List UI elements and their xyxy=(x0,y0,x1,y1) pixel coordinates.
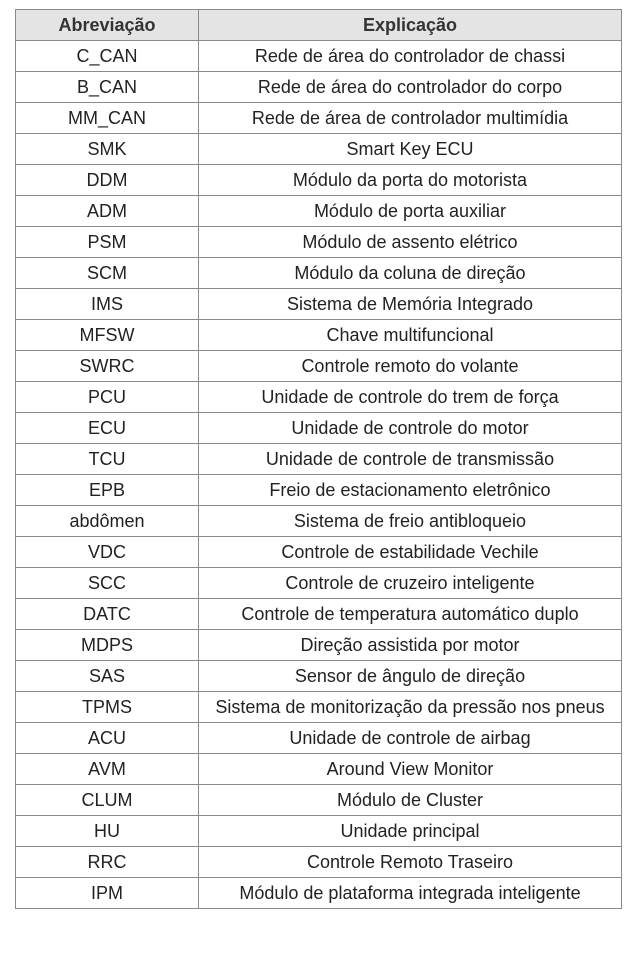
cell-abbreviation: SAS xyxy=(16,661,199,692)
table-row xyxy=(16,41,622,72)
cell-abbreviation: DDM xyxy=(16,165,199,196)
cell-abbreviation: IMS xyxy=(16,289,199,320)
cell-explanation: Controle de cruzeiro inteligente xyxy=(199,568,622,599)
cell-explanation: Around View Monitor xyxy=(199,754,622,785)
cell-abbreviation: PSM xyxy=(16,227,199,258)
cell-explanation: Unidade de controle de transmissão xyxy=(199,444,622,475)
cell-abbreviation: ACU xyxy=(16,723,199,754)
table-row xyxy=(16,816,622,847)
cell-explanation: Chave multifuncional xyxy=(199,320,622,351)
abbreviation-table xyxy=(15,9,622,909)
cell-abbreviation: RRC xyxy=(16,847,199,878)
cell-abbreviation: PCU xyxy=(16,382,199,413)
cell-explanation: Módulo de assento elétrico xyxy=(199,227,622,258)
table-row xyxy=(16,258,622,289)
header-explanation: Explicação xyxy=(199,10,622,41)
table-row xyxy=(16,506,622,537)
table-row xyxy=(16,847,622,878)
cell-abbreviation: DATC xyxy=(16,599,199,630)
cell-abbreviation: SCC xyxy=(16,568,199,599)
cell-abbreviation: SCM xyxy=(16,258,199,289)
cell-abbreviation: B_CAN xyxy=(16,72,199,103)
cell-abbreviation: MFSW xyxy=(16,320,199,351)
table-body xyxy=(16,41,622,909)
cell-explanation: Rede de área de controlador multimídia xyxy=(199,103,622,134)
table-row xyxy=(16,320,622,351)
table-row xyxy=(16,351,622,382)
cell-abbreviation: TPMS xyxy=(16,692,199,723)
cell-abbreviation: abdômen xyxy=(16,506,199,537)
table-row xyxy=(16,878,622,909)
cell-abbreviation: CLUM xyxy=(16,785,199,816)
table-row xyxy=(16,537,622,568)
cell-explanation: Controle de temperatura automático duplo xyxy=(199,599,622,630)
table-row xyxy=(16,196,622,227)
cell-abbreviation: EPB xyxy=(16,475,199,506)
cell-explanation: Unidade de controle de airbag xyxy=(199,723,622,754)
cell-abbreviation: AVM xyxy=(16,754,199,785)
cell-explanation: Sensor de ângulo de direção xyxy=(199,661,622,692)
cell-explanation: Smart Key ECU xyxy=(199,134,622,165)
cell-abbreviation: IPM xyxy=(16,878,199,909)
cell-explanation: Direção assistida por motor xyxy=(199,630,622,661)
cell-abbreviation: MM_CAN xyxy=(16,103,199,134)
cell-abbreviation: ECU xyxy=(16,413,199,444)
cell-explanation: Controle Remoto Traseiro xyxy=(199,847,622,878)
cell-explanation: Módulo da coluna de direção xyxy=(199,258,622,289)
cell-explanation: Módulo de plataforma integrada inteligente xyxy=(199,878,622,909)
cell-abbreviation: ADM xyxy=(16,196,199,227)
cell-explanation: Módulo de porta auxiliar xyxy=(199,196,622,227)
cell-explanation: Controle de estabilidade Vechile xyxy=(199,537,622,568)
table-row xyxy=(16,599,622,630)
table-row xyxy=(16,444,622,475)
cell-explanation: Sistema de Memória Integrado xyxy=(199,289,622,320)
cell-explanation: Sistema de monitorização da pressão nos pneus xyxy=(199,692,622,723)
table-row xyxy=(16,413,622,444)
cell-abbreviation: SMK xyxy=(16,134,199,165)
table-row xyxy=(16,785,622,816)
cell-explanation: Rede de área do controlador de chassi xyxy=(199,41,622,72)
table-row xyxy=(16,568,622,599)
cell-explanation: Controle remoto do volante xyxy=(199,351,622,382)
table-row xyxy=(16,103,622,134)
cell-explanation: Unidade de controle do trem de força xyxy=(199,382,622,413)
cell-abbreviation: VDC xyxy=(16,537,199,568)
table-header-row xyxy=(16,10,622,41)
cell-abbreviation: C_CAN xyxy=(16,41,199,72)
cell-abbreviation: HU xyxy=(16,816,199,847)
cell-explanation: Módulo de Cluster xyxy=(199,785,622,816)
table-row xyxy=(16,723,622,754)
table-row xyxy=(16,72,622,103)
table-row xyxy=(16,165,622,196)
cell-explanation: Módulo da porta do motorista xyxy=(199,165,622,196)
cell-explanation: Sistema de freio antibloqueio xyxy=(199,506,622,537)
cell-abbreviation: TCU xyxy=(16,444,199,475)
table-row xyxy=(16,382,622,413)
cell-explanation: Rede de área do controlador do corpo xyxy=(199,72,622,103)
cell-abbreviation: MDPS xyxy=(16,630,199,661)
table-row xyxy=(16,134,622,165)
cell-explanation: Freio de estacionamento eletrônico xyxy=(199,475,622,506)
table-row xyxy=(16,227,622,258)
header-abbreviation: Abreviação xyxy=(16,10,199,41)
table-row xyxy=(16,289,622,320)
table-row xyxy=(16,475,622,506)
table-row xyxy=(16,630,622,661)
table-row xyxy=(16,754,622,785)
cell-explanation: Unidade de controle do motor xyxy=(199,413,622,444)
cell-explanation: Unidade principal xyxy=(199,816,622,847)
table-row xyxy=(16,692,622,723)
table-row xyxy=(16,661,622,692)
cell-abbreviation: SWRC xyxy=(16,351,199,382)
